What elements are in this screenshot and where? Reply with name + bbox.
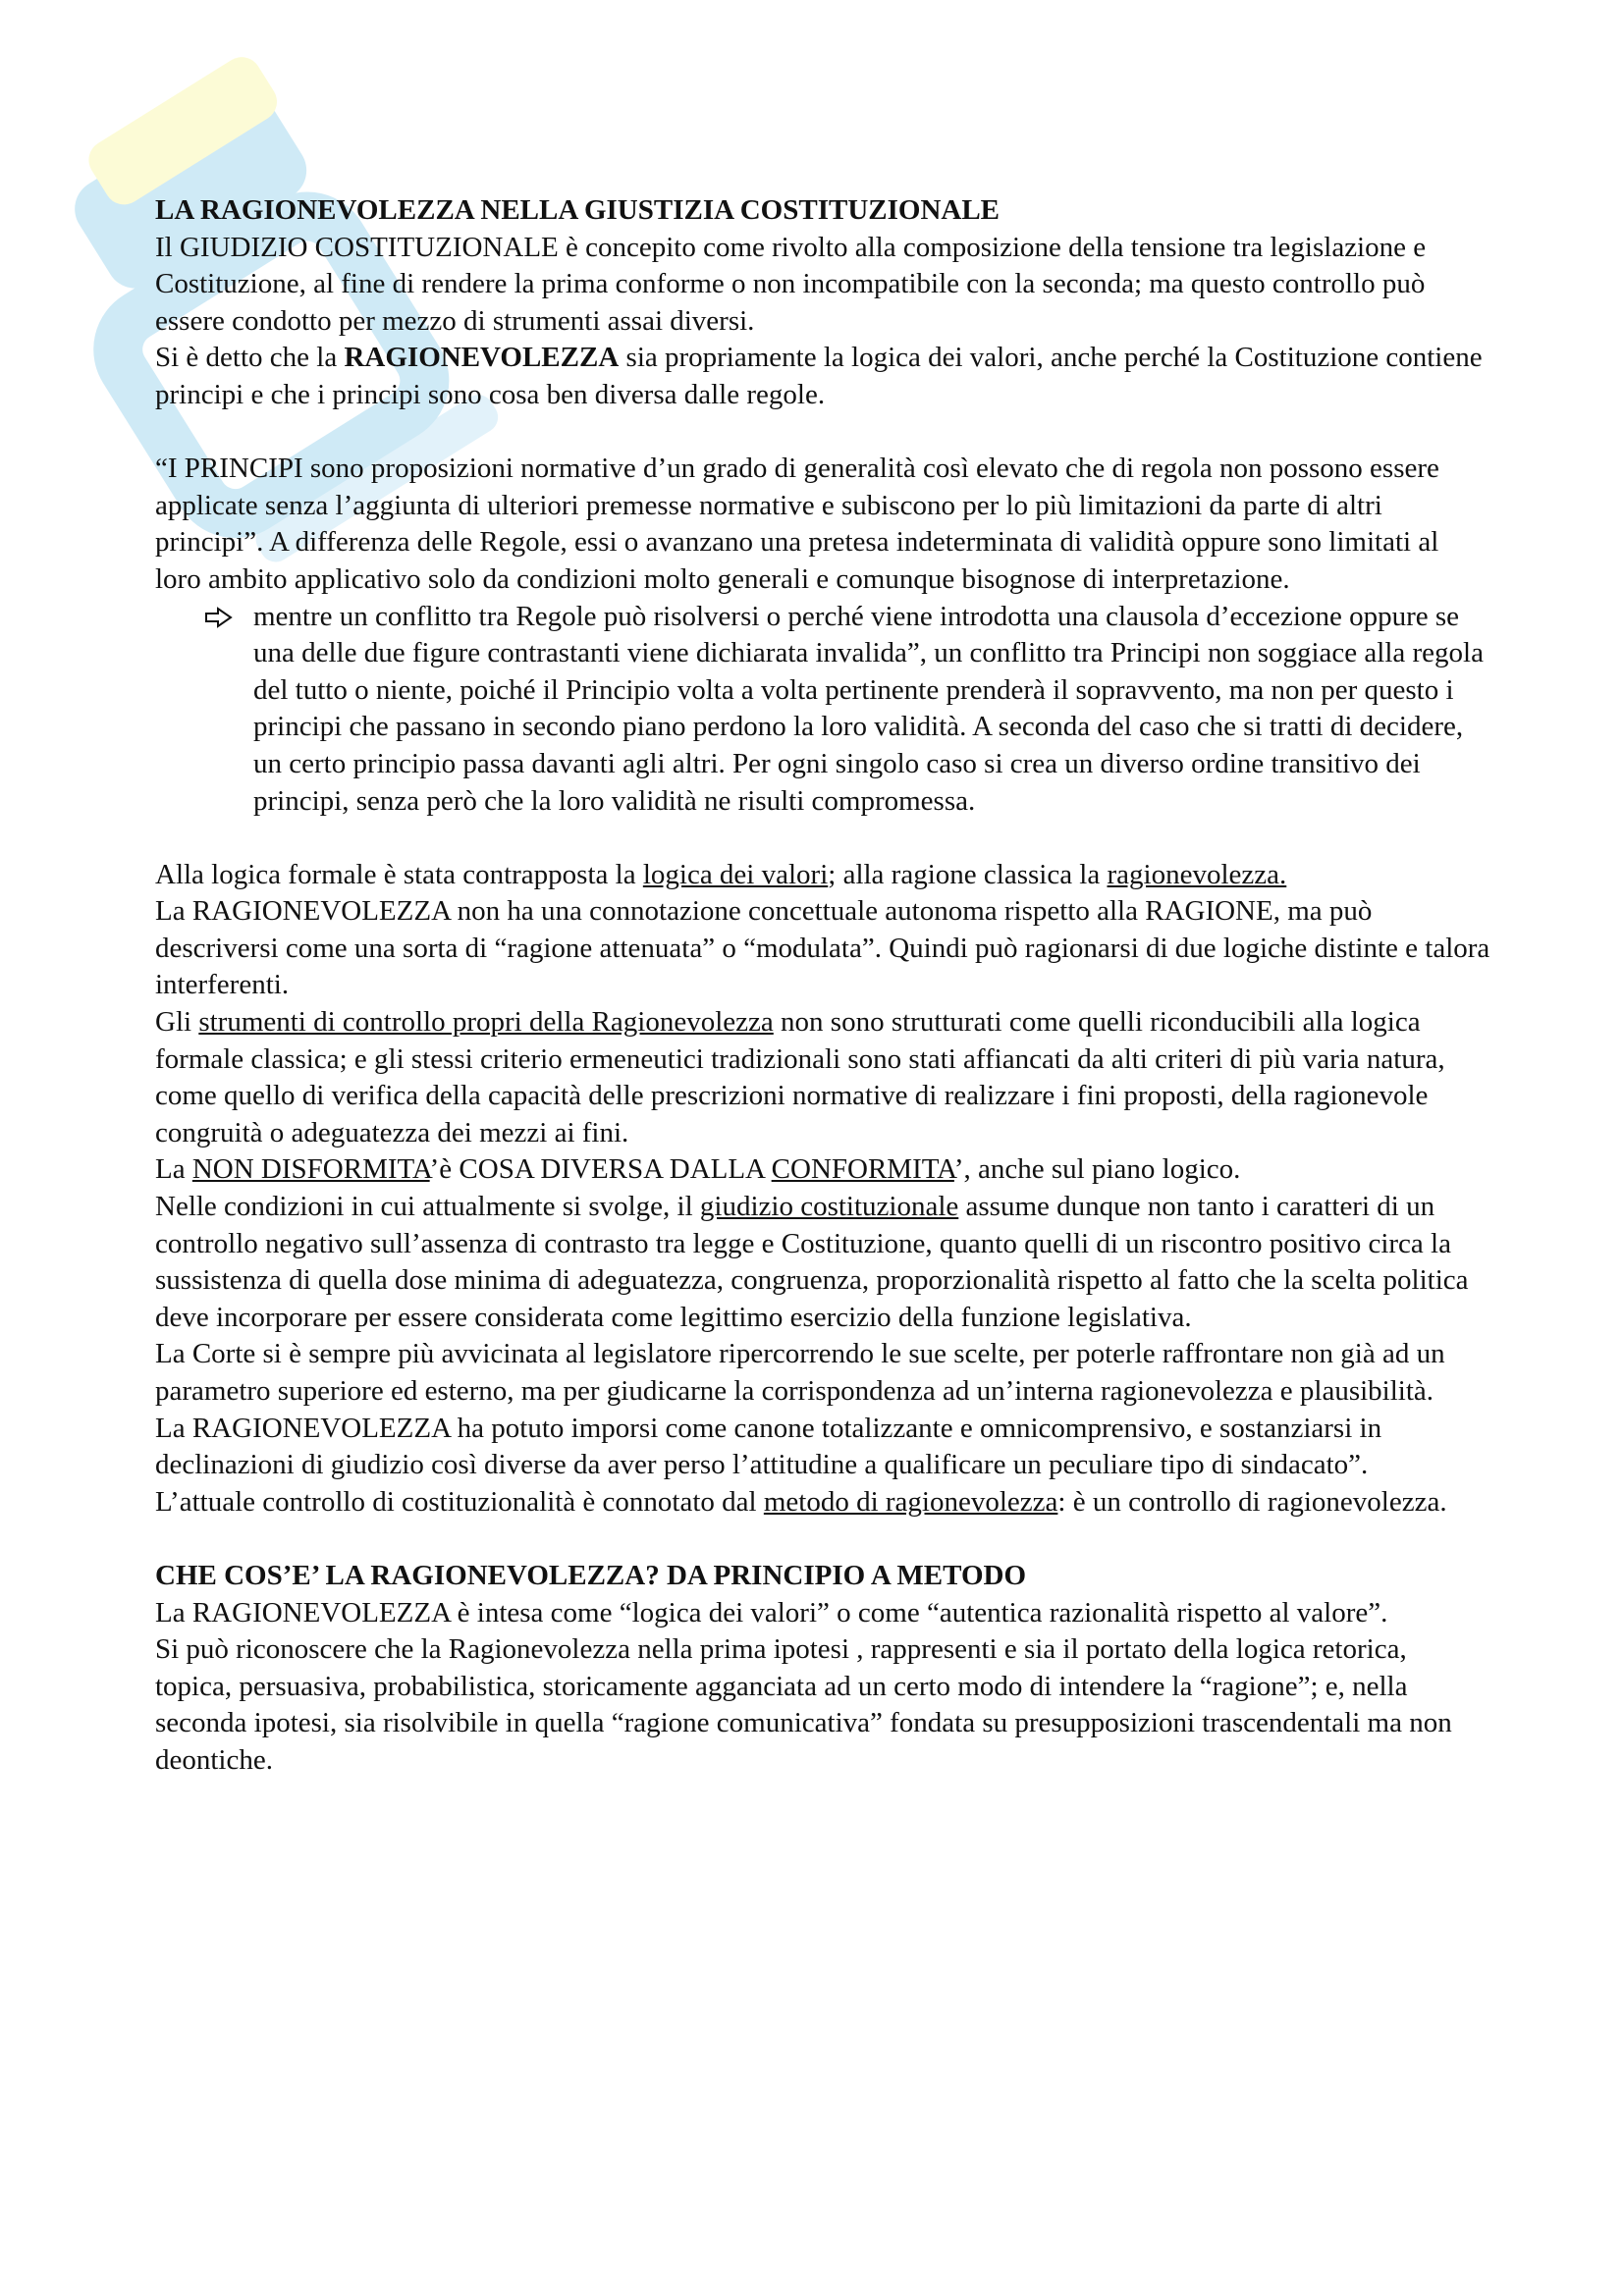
hollow-arrow-icon (204, 607, 234, 628)
underline-logica-valori: logica dei valori (642, 858, 829, 890)
bold-ragionevolezza: RAGIONEVOLEZZA (344, 342, 620, 374)
document-page (155, 192, 1490, 1780)
paragraph-condizioni-giudizio: Nelle condizioni in cui attualmente si svolge, il giudizio costituzionale assume dunque non tanto i caratteri di un controllo negativo sull’assenza di contrasto tra legge e Costituzione, quanto quelli di un riscontro positivo circa la sussistenza di quella dose minima di adeguatezza, congruenza, proporzionalità rispetto al fatto che la scelta politica deve incorporare per essere considerata come legittimo esercizio della funzione legislativa. (155, 1191, 1469, 1333)
paragraph-controllo-attuale: L’attuale controllo di costituzionalità è connotato dal metodo di ragionevolezza: è un controllo di ragionevolezza. (155, 1485, 1447, 1518)
underline-non-disformita: NON DISFORMITA (191, 1153, 430, 1186)
paragraph-principi: “I PRINCIPI sono proposizioni normative d’un grado di generalità così elevato che di regola non possono essere applicate senza l’aggiunta di ulteriori premesse normative e subiscono per lo più limitazioni da parte di altri principi”. A differenza delle Regole, essi o avanzano una pretesa indeterminata di validità oppure sono limitati al loro ambito applicativo solo da condizioni molto generali e comunque bisognose di interpretazione. (155, 453, 1439, 595)
underline-giudizio-costituzionale: giudizio costituzionale (699, 1191, 959, 1223)
paragraph-canone-totalizzante: La RAGIONEVOLEZZA ha potuto imporsi come canone totalizzante e omnicomprensivo, e sostanziarsi in declinazioni di giudizio così diverse da aver perso l’attitudine a qualificare un peculiare tipo di sindacato”. (155, 1412, 1382, 1481)
underline-metodo-ragionevolezza: metodo di ragionevolezza (763, 1485, 1058, 1518)
paragraph-ragionevolezza-logica: Si è detto che la RAGIONEVOLEZZA sia propriamente la logica dei valori, anche perché la Costituzione contiene principi e che i principi sono cosa ben diversa dalle regole. (155, 342, 1483, 410)
paragraph-ragione-attenuata: La RAGIONEVOLEZZA non ha una connotazione concettuale autonoma rispetto alla RAGIONE, ma può descriversi come una sorta di “ragione attenuata” o “modulata”. Quindi può ragionarsi di due logiche distinte e talora interferenti. (155, 895, 1490, 1001)
underline-strumenti-controllo: strumenti di controllo propri della Ragionevolezza (198, 1006, 774, 1039)
bullet-conflitto (155, 599, 1490, 821)
bullet-text: mentre un conflitto tra Regole può risolversi o perché viene introdotta una clausola d’eccezione oppure se una delle due figure contrastanti viene dichiarata invalida”, un conflitto tra Principi non soggiace alla regola del tutto o niente, poiché il Principio volta a volta pertinente prenderà il sopravvento, ma non per questo i principi che passano in secondo piano perdono la loro validità. A seconda del caso che si tratti di decidere, un certo principio passa davanti agli altri. Per ogni singolo caso si crea un diverso ordine transitivo dei principi, senza però che la loro validità ne risulti compromessa. (253, 600, 1484, 817)
underline-ragionevolezza: ragionevolezza. (1107, 858, 1287, 890)
underline-conformita: CONFORMITA (771, 1153, 954, 1186)
paragraph-corte-legislatore: La Corte si è sempre più avvicinata al legislatore ripercorrendo le sue scelte, per poterle raffrontare non già ad un parametro superiore ed esterno, ma per giudicarne la corrispondenza ad un’interna ragionevolezza e plausibilità. (155, 1338, 1445, 1407)
paragraph-non-disformita: La NON DISFORMITA’è COSA DIVERSA DALLA CONFORMITA’, anche sul piano logico. (155, 1153, 1241, 1186)
paragraph-logica-dei-valori: La RAGIONEVOLEZZA è intesa come “logica dei valori” o come “autentica razionalità rispetto al valore”. (155, 1596, 1388, 1629)
paragraph-prima-ipotesi: Si può riconoscere che la Ragionevolezza nella prima ipotesi , rappresenti e sia il portato della logica retorica, topica, persuasiva, probabilistica, storicamente agganciata ad un certo modo di intendere la “ragione”; e, nella seconda ipotesi, sia risolvibile in quella “ragione comunicativa” fondata su presupposizioni trascendentali ma non deontiche. (155, 1633, 1452, 1776)
section-title-che-cose: CHE COS’E’ LA RAGIONEVOLEZZA? DA PRINCIPIO A METODO (155, 1559, 1027, 1591)
paragraph-strumenti-controllo: Gli strumenti di controllo propri della Ragionevolezza non sono strutturati come quelli riconducibili alla logica formale classica; e gli stessi criterio ermeneutici tradizionali sono stati affiancati da alti criteri di più varia natura, come quello di verifica della capacità delle prescrizioni normative di realizzare i fini proposti, della ragionevole congruità o adeguatezza dei mezzi ai fini. (155, 1006, 1445, 1148)
section-title-ragionevolezza: LA RAGIONEVOLEZZA NELLA GIUSTIZIA COSTITUZIONALE (155, 194, 1001, 226)
paragraph-logica-formale: Alla logica formale è stata contrapposta la logica dei valori; alla ragione classica la ragionevolezza. (155, 858, 1287, 890)
paragraph-giudizio-costituzionale: Il GIUDIZIO COSTITUZIONALE è concepito come rivolto alla composizione della tensione tra legislazione e Costituzione, al fine di rendere la prima conforme o non incompatibile con la seconda; ma questo controllo può essere condotto per mezzo di strumenti assai diversi. (155, 231, 1427, 337)
